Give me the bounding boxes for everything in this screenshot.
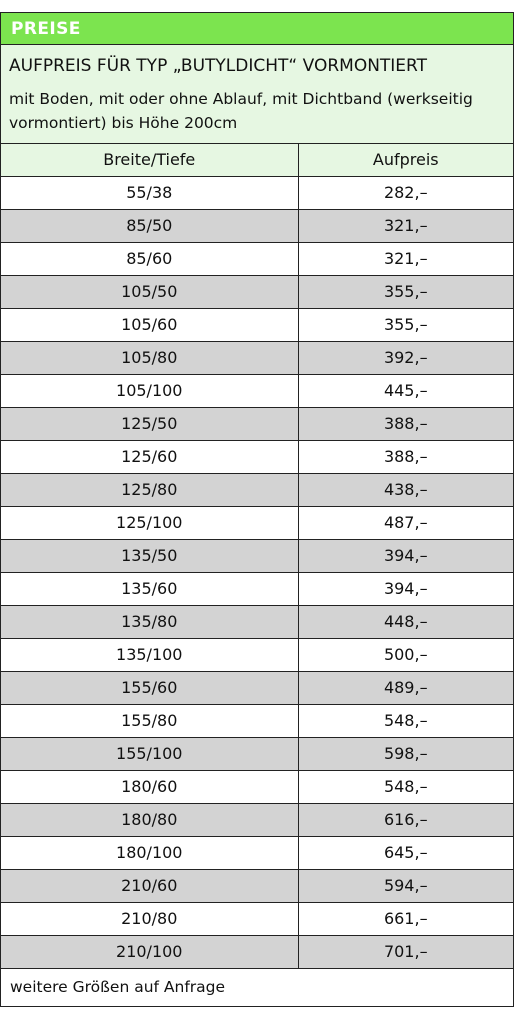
size-cell: 180/100 [1, 836, 298, 869]
size-cell: 135/50 [1, 539, 298, 572]
price-cell: 355,– [298, 308, 513, 341]
size-cell: 85/60 [1, 242, 298, 275]
table-row [1, 935, 513, 968]
price-cell: 487,– [298, 506, 513, 539]
table-row [1, 902, 513, 935]
size-cell: 180/80 [1, 803, 298, 836]
size-cell: 125/50 [1, 407, 298, 440]
price-cell: 394,– [298, 572, 513, 605]
size-cell: 180/60 [1, 770, 298, 803]
price-cell: 394,– [298, 539, 513, 572]
size-cell: 210/100 [1, 935, 298, 968]
table-row [1, 341, 513, 374]
price-cell: 594,– [298, 869, 513, 902]
size-cell: 85/50 [1, 209, 298, 242]
description-text: mit Boden, mit oder ohne Ablauf, mit Dichtband (werkseitig vormontiert) bis Höhe 200cm [9, 90, 473, 132]
table-row [1, 308, 513, 341]
table-row [1, 836, 513, 869]
size-cell: 105/80 [1, 341, 298, 374]
price-cell: 392,– [298, 341, 513, 374]
table-row [1, 440, 513, 473]
table-row [1, 473, 513, 506]
price-cell: 500,– [298, 638, 513, 671]
table-row [1, 737, 513, 770]
size-cell: 135/60 [1, 572, 298, 605]
price-cell: 645,– [298, 836, 513, 869]
price-cell: 355,– [298, 275, 513, 308]
table-row [1, 671, 513, 704]
price-cell: 548,– [298, 704, 513, 737]
table-row [1, 407, 513, 440]
price-cell: 598,– [298, 737, 513, 770]
price-cell: 282,– [298, 176, 513, 209]
size-cell: 155/60 [1, 671, 298, 704]
table-row [1, 506, 513, 539]
price-cell: 489,– [298, 671, 513, 704]
table-row [1, 209, 513, 242]
footer-note: weitere Größen auf Anfrage [1, 969, 513, 1006]
intro-box [1, 45, 513, 144]
table-row [1, 803, 513, 836]
size-cell: 55/38 [1, 176, 298, 209]
size-cell: 155/80 [1, 704, 298, 737]
table-row [1, 638, 513, 671]
price-cell: 445,– [298, 374, 513, 407]
price-cell: 548,– [298, 770, 513, 803]
column-header-price: Aufpreis [298, 144, 513, 176]
price-cell: 448,– [298, 605, 513, 638]
price-cell: 616,– [298, 803, 513, 836]
page-title: AUFPREIS FÜR TYP „BUTYLDICHT“ VORMONTIERT [9, 56, 428, 76]
table-row [1, 374, 513, 407]
size-cell: 135/80 [1, 605, 298, 638]
table-header-row [1, 144, 513, 176]
table-row [1, 605, 513, 638]
price-cell: 388,– [298, 407, 513, 440]
size-cell: 125/100 [1, 506, 298, 539]
price-cell: 701,– [298, 935, 513, 968]
table-row [1, 176, 513, 209]
price-cell: 661,– [298, 902, 513, 935]
size-cell: 105/60 [1, 308, 298, 341]
size-cell: 210/80 [1, 902, 298, 935]
table-body [1, 176, 513, 968]
column-header-size: Breite/Tiefe [1, 144, 298, 176]
size-cell: 105/100 [1, 374, 298, 407]
price-cell: 388,– [298, 440, 513, 473]
price-cell: 438,– [298, 473, 513, 506]
table-row [1, 869, 513, 902]
table-row [1, 770, 513, 803]
table-row [1, 242, 513, 275]
size-cell: 125/60 [1, 440, 298, 473]
table-row [1, 572, 513, 605]
table-row [1, 539, 513, 572]
price-cell: 321,– [298, 242, 513, 275]
size-cell: 135/100 [1, 638, 298, 671]
table-row [1, 275, 513, 308]
price-sheet [0, 12, 514, 1007]
price-table [1, 144, 513, 969]
size-cell: 125/80 [1, 473, 298, 506]
size-cell: 105/50 [1, 275, 298, 308]
section-band [1, 13, 513, 45]
section-label: PREISE [11, 18, 81, 39]
size-cell: 210/60 [1, 869, 298, 902]
table-row [1, 704, 513, 737]
price-cell: 321,– [298, 209, 513, 242]
size-cell: 155/100 [1, 737, 298, 770]
